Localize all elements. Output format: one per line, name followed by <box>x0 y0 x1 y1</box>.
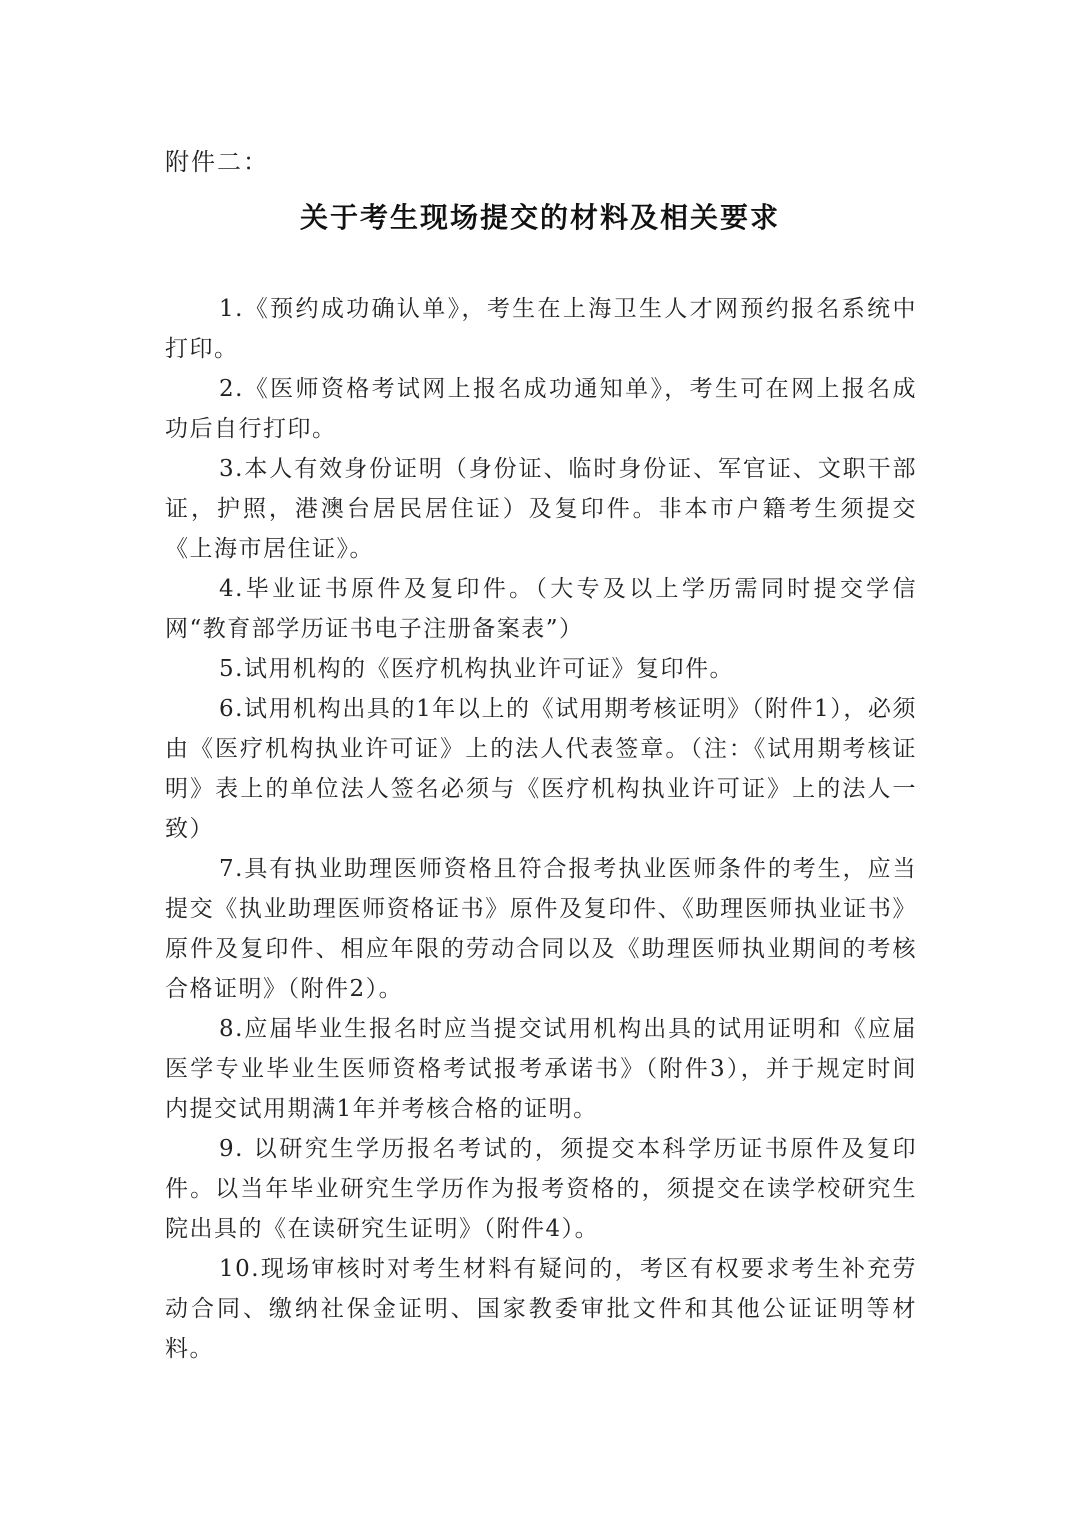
requirements-list <box>165 289 917 1369</box>
requirement-item-5: 5.试用机构的《医疗机构执业许可证》复印件。 <box>219 656 734 682</box>
requirement-item-6: 6.试用机构出具的1年以上的《试用期考核证明》（附件1），必须由《医疗机构执业许可证》上的法人代表签章。（注：《试用期考核证明》表上的单位法人签名必须与《医疗机构执业许可证》上的法人一致） <box>165 696 917 842</box>
document-title: 关于考生现场提交的材料及相关要求 <box>299 201 780 234</box>
requirement-item-2: 2.《医师资格考试网上报名成功通知单》，考生可在网上报名成功后自行打印。 <box>165 376 917 442</box>
requirement-item-3: 3.本人有效身份证明（身份证、临时身份证、军官证、文职干部证，护照，港澳台居民居住证）及复印件。非本市户籍考生须提交《上海市居住证》。 <box>165 456 917 562</box>
requirement-item-9: 9. 以研究生学历报名考试的，须提交本科学历证书原件及复印件。以当年毕业研究生学历作为报考资格的，须提交在读学校研究生院出具的《在读研究生证明》（附件4）。 <box>165 1136 917 1242</box>
requirement-item-4: 4.毕业证书原件及复印件。（大专及以上学历需同时提交学信网“教育部学历证书电子注册备案表”） <box>165 576 917 642</box>
requirement-item-8: 8.应届毕业生报名时应当提交试用机构出具的试用证明和《应届医学专业毕业生医师资格考试报考承诺书》（附件3），并于规定时间内提交试用期满1年并考核合格的证明。 <box>165 1016 917 1122</box>
requirement-item-7: 7.具有执业助理医师资格且符合报考执业医师条件的考生，应当提交《执业助理医师资格证书》原件及复印件、《助理医师执业证书》原件及复印件、相应年限的劳动合同以及《助理医师执业期间的考核合格证明》（附件2）。 <box>165 856 917 1002</box>
attachment-label: 附件二： <box>165 148 269 176</box>
requirement-item-1: 1.《预约成功确认单》，考生在上海卫生人才网预约报名系统中打印。 <box>165 296 917 362</box>
requirement-item-10: 10.现场审核时对考生材料有疑问的，考区有权要求考生补充劳动合同、缴纳社保金证明、国家教委审批文件和其他公证证明等材料。 <box>165 1256 917 1362</box>
